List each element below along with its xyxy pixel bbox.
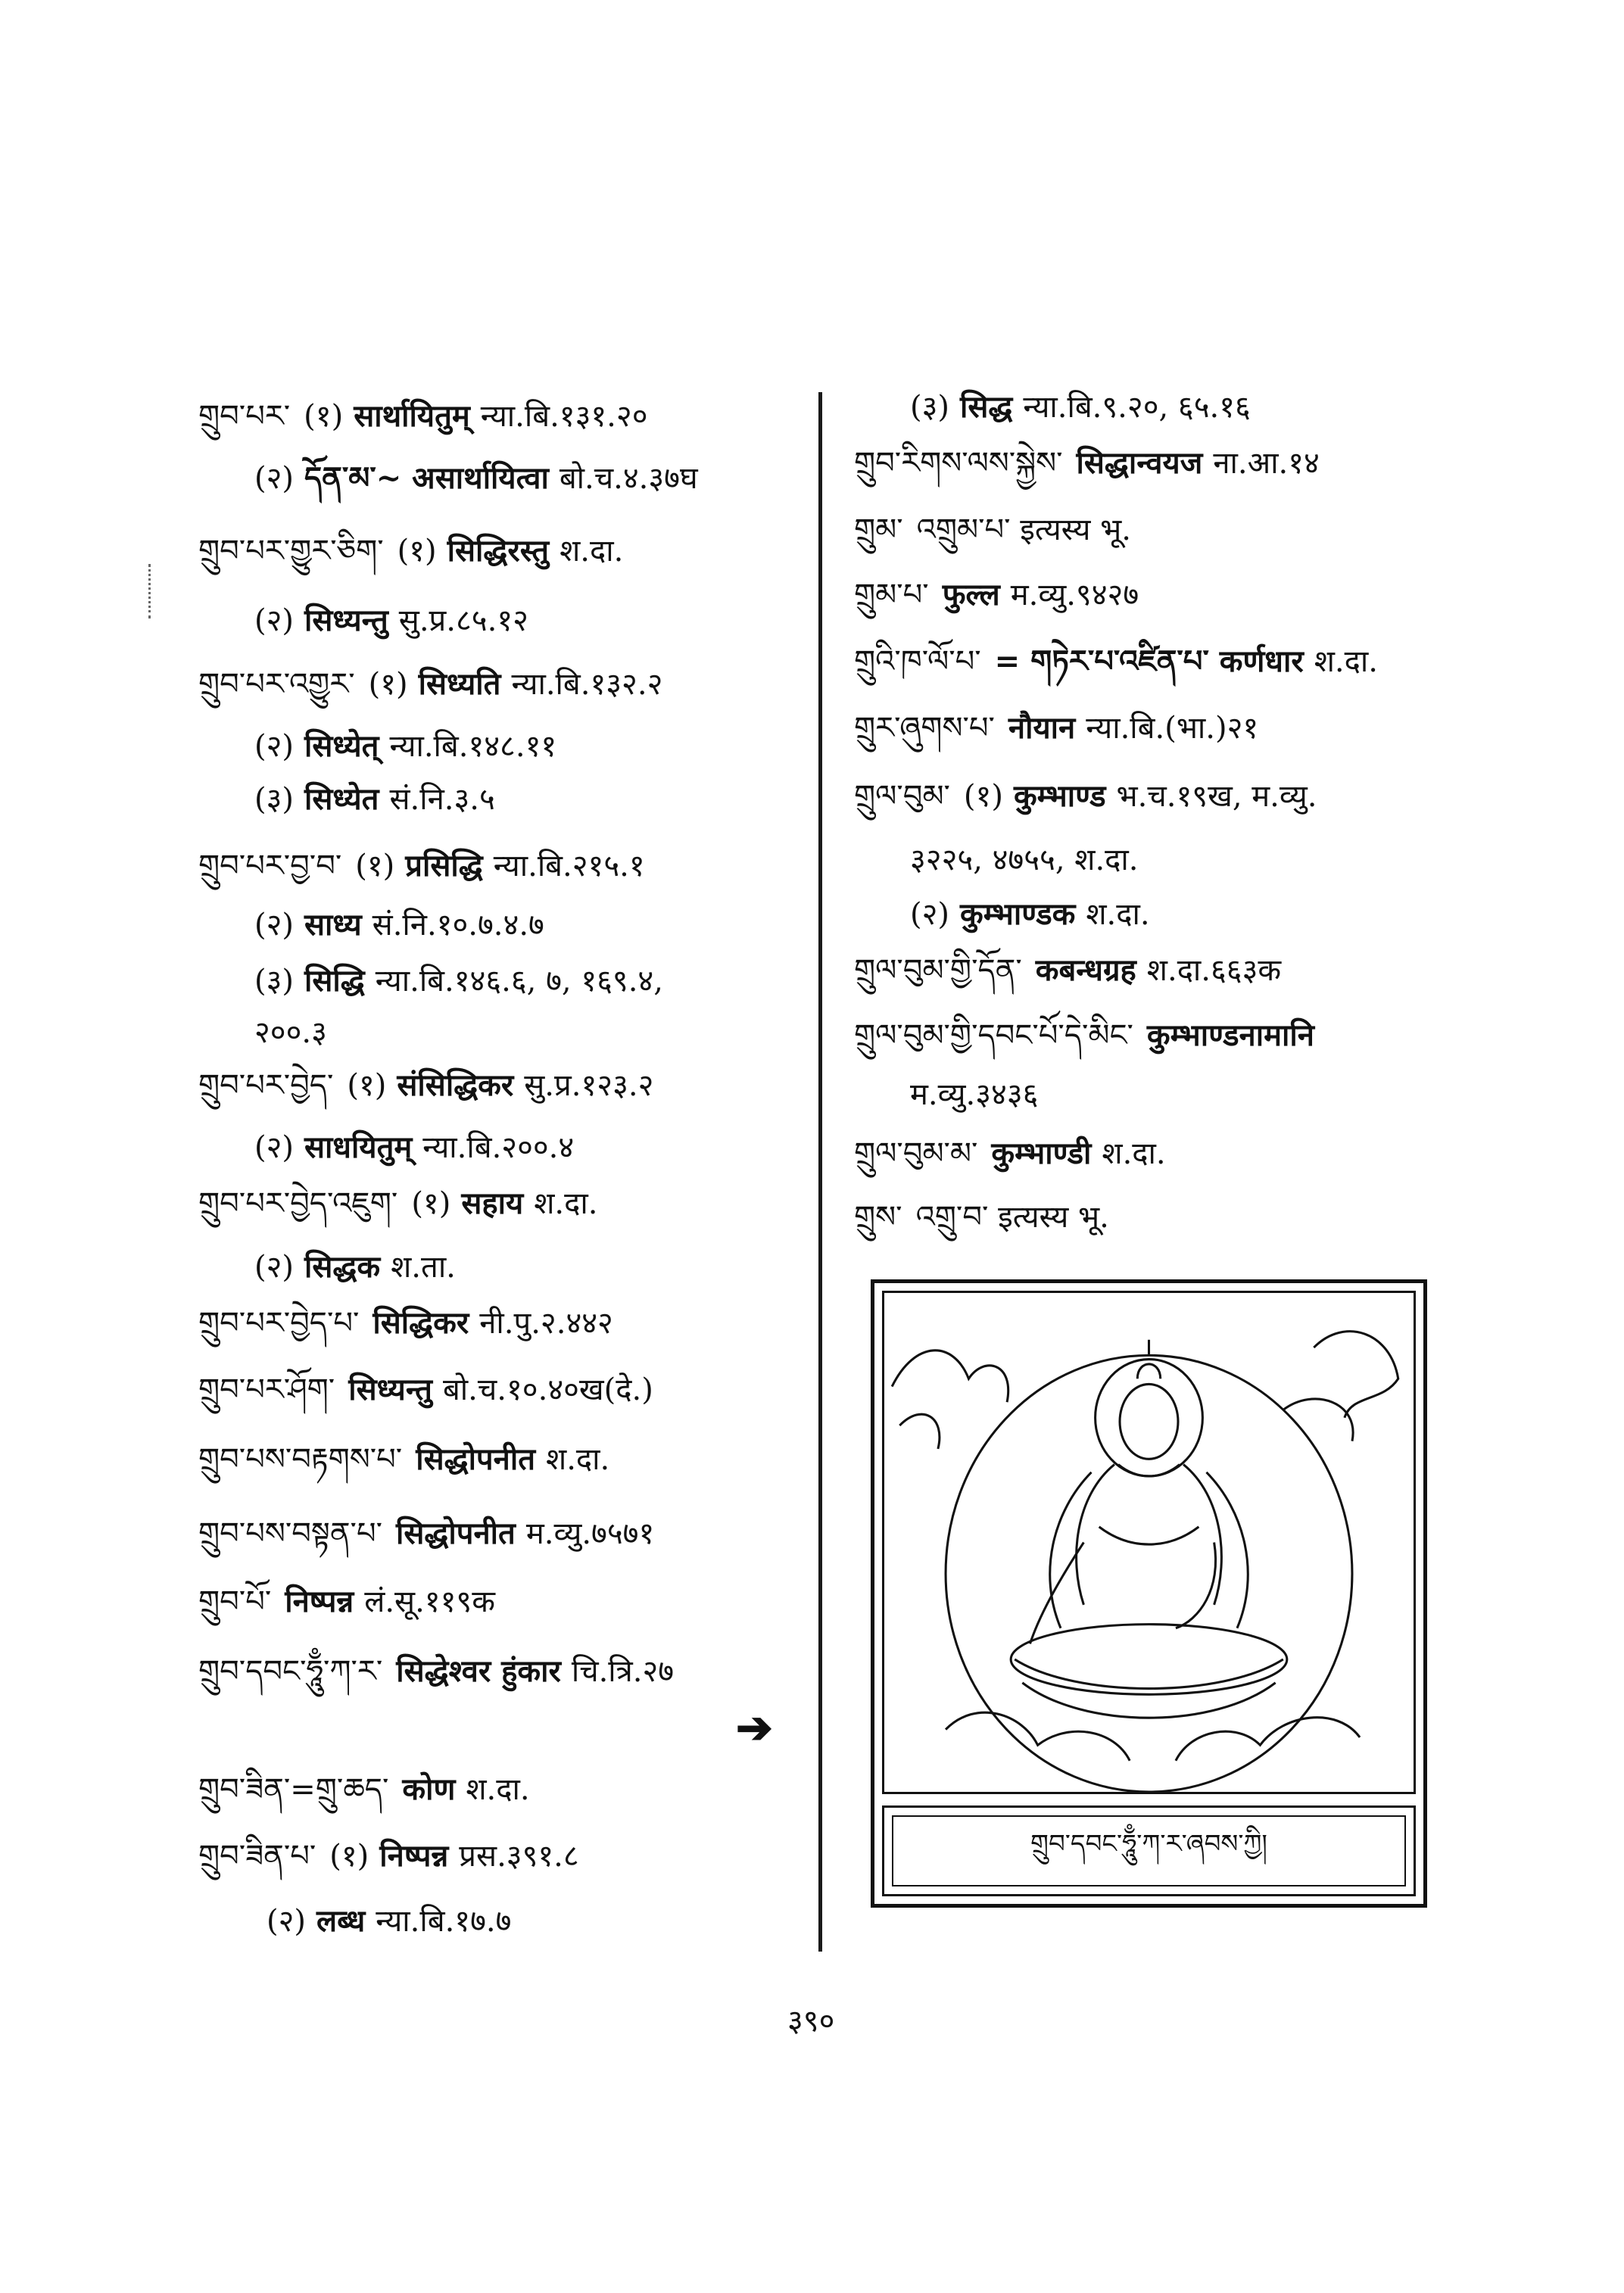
dictionary-entry: གྲུབ་ཟིན་པ་ (१) निष्पन्न प्रस.३९१.८ <box>198 1838 579 1874</box>
dictionary-entry: གྲུབ་པར་བྱེད་པ་ सिद्धिकर नी.पु.२.४४२ <box>198 1305 613 1341</box>
dictionary-entry: གྲུབ་པར་ཤོག་ सिध्यन्तु बो.च.१०.४०ख(दे.) <box>198 1372 653 1407</box>
figure-caption: གྲུབ་དབང་ཧཱུྃ་ཀ་ར་ཞབས་ཀྱི། <box>892 1815 1406 1886</box>
dictionary-entry: (२) कुम्भाण्डक श.दा. <box>910 896 1150 932</box>
dictionary-entry: གྲུར་ཞུགས་པ་ नौयान न्या.बि.(भा.)२१ <box>854 710 1259 746</box>
dictionary-entry: གྲུབ་པར་བྱེད་འཇུག་ (१) सहाय श.दा. <box>198 1185 598 1221</box>
siddha-illustration <box>882 1291 1416 1794</box>
column-divider <box>818 392 822 1952</box>
caption-frame <box>882 1805 1416 1896</box>
dictionary-entry: (२) सिध्यन्तु सु.प्र.८५.१२ <box>254 603 528 638</box>
dictionary-entry: གྲུབ་རིགས་ལས་སྐྱེས་ सिद्धान्वयज ना.आ.१४ <box>854 445 1320 481</box>
dictionary-entry: (२) सिद्धक श.ता. <box>254 1249 456 1285</box>
dictionary-entry: གྲུལ་བུམ་གྱི་དབང་པོ་དེ་མིང་ कुम्भाण्डनामानि <box>854 1017 1314 1053</box>
dictionary-entry: གྲུབ་པར་འགྱུར་ (१) सिध्यति न्या.बि.१३२.२ <box>198 666 663 702</box>
dictionary-entry: (२) साध्य सं.नि.१०.७.४.७ <box>254 907 544 942</box>
dictionary-entry: གྲུབ་ཟིན་=གྲུ་ཆད་ कोण श.दा. <box>198 1771 530 1807</box>
dictionary-entry: གྲུམ་ འགྲུམ་པ་ इत्यस्य भू. <box>854 512 1131 547</box>
dictionary-entry: (३) सिद्ध न्या.बि.९.२०, ६५.१६ <box>910 389 1251 425</box>
dictionary-entry: གྲུབ་པས་བསྟན་པ་ सिद्धोपनीत म.व्यु.७५७१ <box>198 1516 655 1551</box>
dictionary-entry: (३) सिध्येत सं.नि.३.५ <box>254 781 495 817</box>
dictionary-entry: གྲུབ་པར་གྱུར་ཅིག་ (१) सिद्धिरस्तु श.दा. <box>198 533 624 569</box>
dictionary-entry: གྲུབ་དབང་ཧཱུྃ་ཀ་ར་ सिद्धेश्वर हुंकार चि.त्रि.२७ <box>198 1653 675 1689</box>
margin-dots <box>148 564 157 618</box>
dictionary-entry: གྲུལ་བུམ་མ་ कुम्भाण्डी श.दा. <box>854 1136 1166 1171</box>
dictionary-entry: གྲུས་ འགྲུ་བ་ इत्यस्य भू. <box>854 1200 1109 1235</box>
dictionary-entry: གྲུབ་པོ་ निष्पन्न लं.सू.११९क <box>198 1584 495 1619</box>
arrow-right-icon: ➔ <box>736 1702 773 1753</box>
dictionary-entry: གྲུབ་པས་བརྟགས་པ་ सिद्धोपनीत श.दा. <box>198 1441 610 1477</box>
dictionary-entry: ३२२५, ४७५५, श.दा. <box>910 843 1139 877</box>
illustration-frame <box>871 1279 1427 1908</box>
dictionary-entry: (२) साधयितुम् न्या.बि.२००.४ <box>254 1129 575 1165</box>
dictionary-entry: (२) लब्ध न्या.बि.१७.७ <box>267 1903 512 1939</box>
page-number: ३९० <box>787 2004 835 2039</box>
dictionary-entry: २००.३ <box>254 1015 327 1050</box>
dictionary-entry: གྲུབ་པར་བྱ་བ་ (१) प्रसिद्धि न्या.बि.२१५.१ <box>198 848 645 883</box>
dictionary-entry: म.व्यु.३४३६ <box>910 1077 1039 1112</box>
dictionary-entry: གྲུབ་པར་བྱེད་ (१) संसिद्धिकर सु.प्र.१२३.२ <box>198 1067 654 1103</box>
dictionary-entry: གྲུལ་བུམ་གྱི་དོན་ कबन्धग्रह श.दा.६६३क <box>854 952 1282 988</box>
dictionary-entry: (२) དོན་མ་~ असार्थायित्वा बो.च.४.३७घ <box>254 460 698 496</box>
dictionary-entry: (२) सिध्येत् न्या.बि.१४८.११ <box>254 728 557 764</box>
dictionary-entry: གྲུབ་པར་ (१) सार्थायितुम् न्या.बि.१३१.२० <box>198 398 648 434</box>
dictionary-entry: གྲུལ་བུམ་ (१) कुम्भाण्ड भ.च.१९ख, म.व्यु. <box>854 778 1317 814</box>
dictionary-entry: (३) सिद्धि न्या.बि.१४६.६, ७, १६९.४, <box>254 963 663 999</box>
dictionary-entry: གྲུམ་པ་ फुल्ल म.व्यु.९४२७ <box>854 577 1139 612</box>
dictionary-entry: གྲུའི་ཁ་ལོ་པ་ = གཏེར་པ་འཛིན་པ་ कर्णधार श.दा. <box>854 643 1378 679</box>
seated-figure-drawing <box>884 1293 1414 1792</box>
